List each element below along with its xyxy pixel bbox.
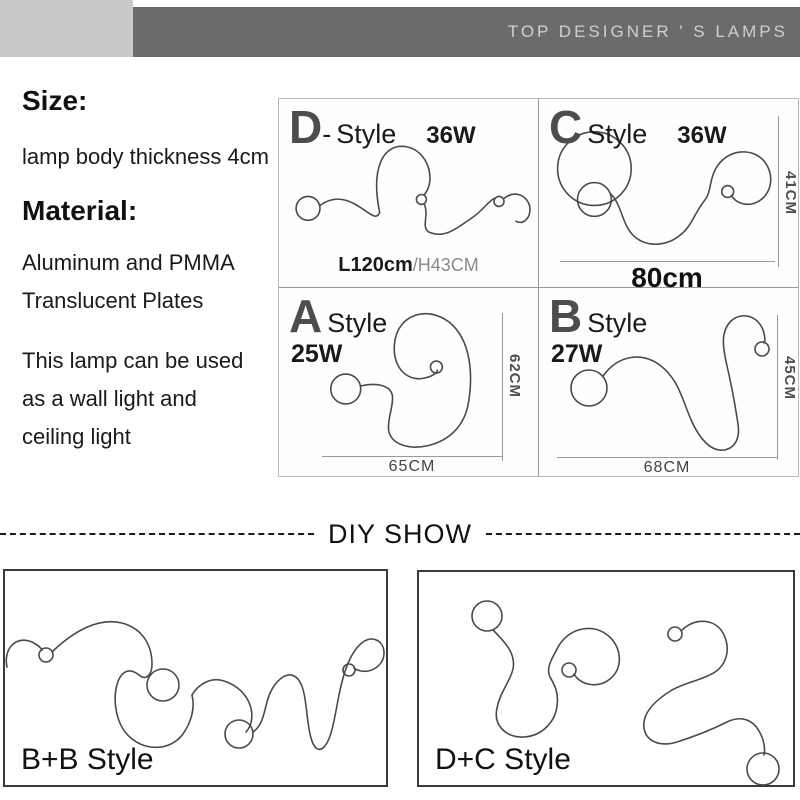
style-d-dim-sub: /H43CM <box>412 255 479 275</box>
style-c-width-label: 80cm <box>631 262 703 293</box>
usage-line-3: ceiling light <box>22 424 131 449</box>
lamp-tube-path <box>253 639 384 749</box>
style-a-wattage: 25W <box>291 340 343 368</box>
header-light-block <box>0 0 133 57</box>
lamp-bulb-circle <box>225 720 253 748</box>
lamp-bulb-circle <box>562 663 576 677</box>
lamp-bulb-circle <box>296 196 320 220</box>
usage-line-1: This lamp can be used <box>22 348 244 373</box>
diy-divider <box>0 519 800 549</box>
lamp-tube-path <box>6 640 42 667</box>
height-dimension-line <box>502 313 503 461</box>
lamp-bulb-circle <box>39 648 53 662</box>
style-d-header <box>289 101 476 153</box>
header-brand-bar <box>133 7 800 57</box>
brand-title: TOP DESIGNER ' S LAMPS <box>507 22 788 41</box>
style-b-letter: B <box>549 290 583 342</box>
material-detail <box>22 244 272 320</box>
style-d-label: Style <box>336 119 397 149</box>
lamp-tube-path <box>53 622 193 748</box>
style-grid <box>278 98 799 477</box>
style-d-dim-main: L120cm <box>338 254 413 276</box>
product-info <box>22 84 272 456</box>
lamp-tube-path <box>610 152 770 244</box>
height-dimension-line <box>777 315 778 460</box>
lamp-bulb-circle <box>571 370 607 406</box>
style-d-letter: D <box>289 101 323 153</box>
combo-bb-label: B+B Style <box>21 743 154 776</box>
diy-title: DIY SHOW <box>328 518 473 549</box>
divider-dash-right <box>486 533 800 535</box>
lamp-bulb-circle <box>331 374 361 404</box>
lamp-bulb-circle <box>494 196 504 206</box>
style-panel-d <box>279 99 539 288</box>
combo-box-bb <box>3 569 388 787</box>
width-dimension-line <box>557 457 777 458</box>
lamp-bulb-circle <box>668 627 682 641</box>
material-heading: Material: <box>22 195 138 226</box>
material-line-1: Aluminum and PMMA <box>22 250 235 275</box>
style-d-wattage: 36W <box>426 122 476 149</box>
size-heading: Size: <box>22 85 88 116</box>
style-a-header <box>289 290 388 342</box>
material-line-2: Translucent Plates <box>22 288 204 313</box>
lamp-bulb-circle <box>577 183 611 217</box>
lamp-bulb-circle <box>747 753 779 785</box>
lamp-tube-path <box>504 194 530 222</box>
style-a-height-label: 62CM <box>506 354 523 399</box>
lamp-bulb-circle <box>755 342 769 356</box>
style-panel-a <box>279 288 539 476</box>
style-c-wattage: 36W <box>677 122 727 149</box>
style-c-height-label: 41CM <box>782 171 799 216</box>
lamp-bulb-circle <box>472 601 502 631</box>
style-a-letter: A <box>289 290 323 342</box>
lamp-tube-path <box>424 198 494 234</box>
width-dimension-line <box>322 456 502 457</box>
style-d-dimensions <box>279 254 538 277</box>
lamp-tube-path <box>644 621 765 755</box>
usage-line-2: as a wall light and <box>22 386 197 411</box>
lamp-bulb-circle <box>722 186 734 198</box>
style-a-label: Style <box>327 308 388 338</box>
style-a-width-label: 65CM <box>388 458 436 475</box>
style-b-label: Style <box>587 308 648 338</box>
style-c-label: Style <box>587 119 648 149</box>
style-panel-b <box>539 288 798 476</box>
style-panel-c <box>539 99 799 293</box>
combo-dc-label: D+C Style <box>435 743 571 776</box>
lamp-bulb-circle <box>416 194 426 204</box>
style-c-header <box>549 101 727 153</box>
lamp-bulb-circle <box>147 669 179 701</box>
lamp-tube-path <box>320 146 430 216</box>
combo-box-dc <box>417 570 795 787</box>
divider-dash-left <box>0 533 314 535</box>
lamp-tube-path <box>192 680 252 732</box>
style-b-wattage: 27W <box>551 340 603 368</box>
usage-note <box>22 342 272 456</box>
lamp-tube-path <box>493 628 619 737</box>
style-d-separator: - <box>322 119 332 149</box>
style-b-height-label: 45CM <box>781 356 798 401</box>
style-b-header <box>549 290 648 342</box>
style-c-letter: C <box>549 101 583 153</box>
height-dimension-line <box>778 116 779 267</box>
style-b-width-label: 68CM <box>643 459 691 476</box>
size-detail: lamp body thickness 4cm <box>22 144 269 169</box>
